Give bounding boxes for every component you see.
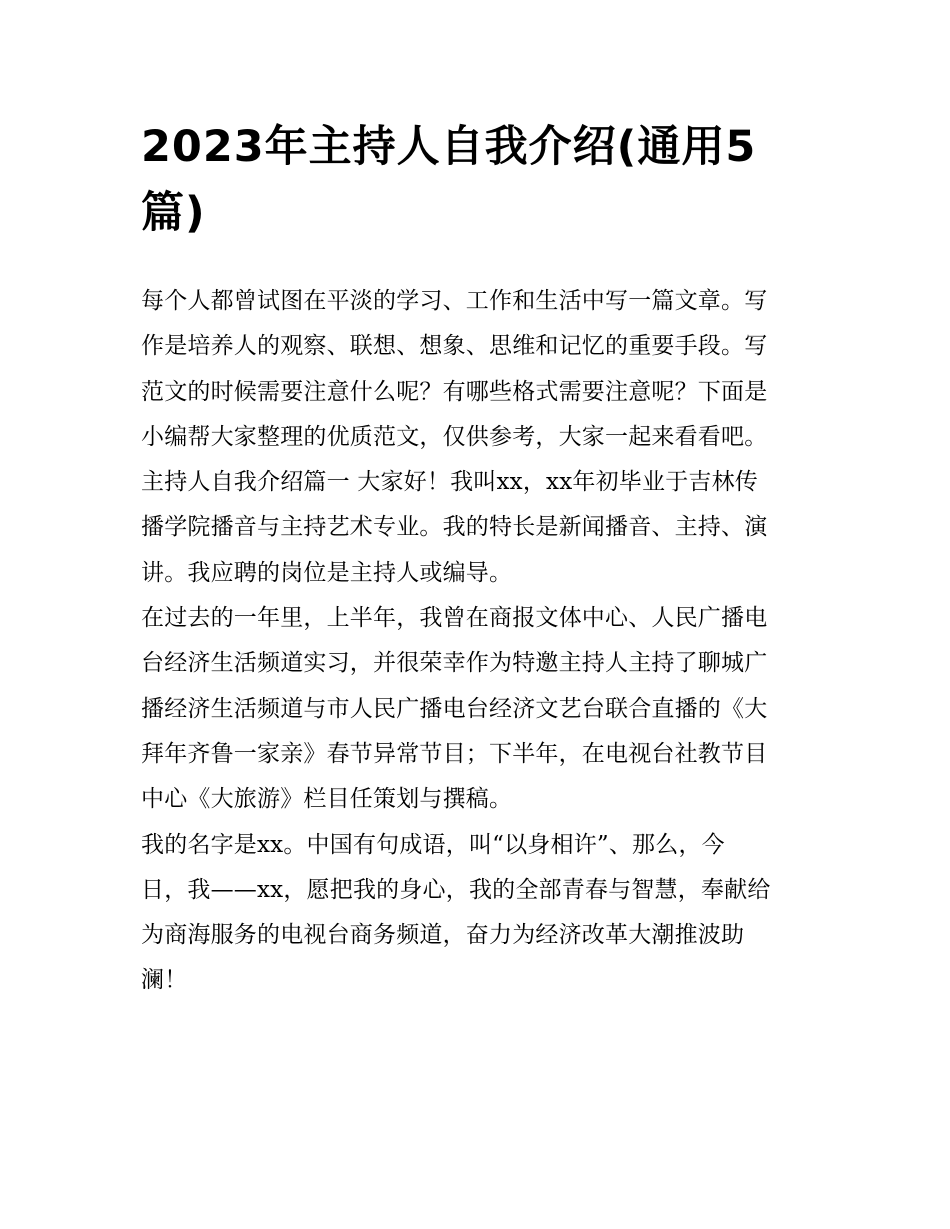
document-body	[141, 279, 813, 1004]
document-title: 2023年主持人自我介绍(通用5篇)	[141, 122, 757, 238]
paragraph-self-intro: 主持人自我介绍篇一 大家好！我叫xx，xx年初毕业于吉林传 播学院播音与主持艺术专业。我的特长是新闻播音、主持、演 讲。我应聘的岗位是主持人或编导。	[141, 469, 768, 586]
paragraph-closing: 我的名字是xx。中国有句成语，叫“以身相许”、那么，今 日，我——xx，愿把我的身心，我的全部青春与智慧，奉献给 为商海服务的电视台商务频道，奋力为经济改革大潮推波助 澜！	[141, 831, 771, 994]
paragraph-intro: 每个人都曾试图在平淡的学习、工作和生活中写一篇文章。写 作是培养人的观察、联想、想象、思维和记忆的重要手段。写 范文的时候需要注意什么呢？有哪些格式需要注意呢？下面是 小编帮大家整理的优质范文，仅供参考，大家一起来看看吧。	[141, 288, 768, 450]
paragraph-experience: 在过去的一年里，上半年，我曾在商报文体中心、人民广播电 台经济生活频道实习，并很荣幸作为特邀主持人主持了聊城广 播经济生活频道与市人民广播电台经济文艺台联合直播的《大 拜年齐鲁一家亲》春节异常节目；下半年，在电视台社教节目 中心《大旅游》栏目任策划与撰稿。	[141, 605, 768, 813]
